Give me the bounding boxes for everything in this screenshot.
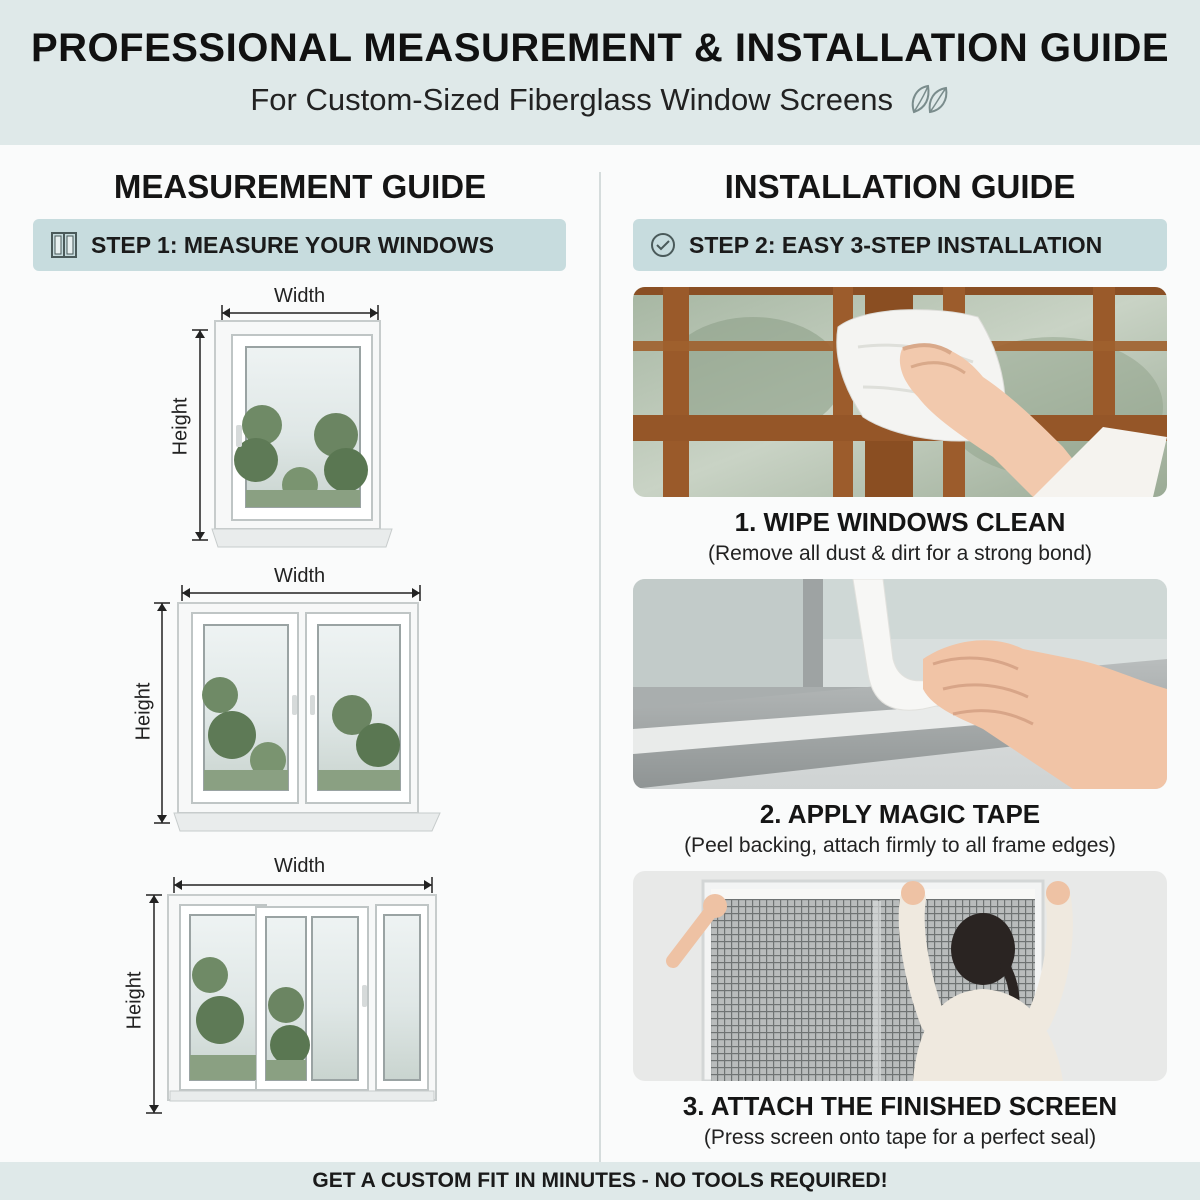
leaf-icon	[908, 82, 950, 116]
step-3-subtitle: (Press screen onto tape for a perfect seal)	[703, 1126, 1097, 1149]
attach-screen-image	[633, 871, 1167, 1081]
step2-banner	[633, 219, 1167, 271]
apply-tape-photo	[633, 579, 1167, 789]
window-icon	[49, 230, 79, 260]
footer-banner	[0, 1162, 1200, 1200]
height-label-2: Height	[132, 682, 155, 741]
width-label-1: Width	[274, 285, 326, 307]
window-diagram-single	[160, 285, 400, 555]
height-label-1: Height	[169, 397, 192, 456]
window-diagram-double	[120, 565, 450, 840]
step1-label: STEP 1: MEASURE YOUR WINDOWS	[91, 231, 494, 258]
width-label-3: Width	[274, 855, 326, 877]
height-label-3: Height	[123, 971, 146, 1030]
page-subtitle	[0, 82, 1200, 118]
step-3-title: 3. ATTACH THE FINISHED SCREEN	[682, 1091, 1118, 1121]
step2-label: STEP 2: EASY 3-STEP INSTALLATION	[689, 231, 1103, 258]
wipe-window-photo	[633, 287, 1167, 497]
header-banner	[0, 0, 1200, 145]
step-2-subtitle: (Peel backing, attach firmly to all frame edges)	[684, 834, 1116, 857]
column-divider	[599, 172, 601, 1162]
double-window-illustration	[120, 565, 450, 840]
page-title: PROFESSIONAL MEASUREMENT & INSTALLATION GUIDE	[30, 26, 1170, 70]
width-label-2: Width	[274, 565, 326, 587]
single-window-illustration	[160, 285, 400, 555]
wipe-window-image	[633, 287, 1167, 497]
window-diagram-sliding	[110, 855, 450, 1125]
sliding-window-illustration	[110, 855, 450, 1125]
footer-text: GET A CUSTOM FIT IN MINUTES - NO TOOLS REQUIRED!	[312, 1169, 888, 1192]
step-1-title: 1. WIPE WINDOWS CLEAN	[734, 507, 1066, 537]
step1-banner	[33, 219, 566, 271]
installation-heading: INSTALLATION GUIDE	[724, 168, 1076, 205]
measurement-heading: MEASUREMENT GUIDE	[113, 168, 487, 205]
step-2-title: 2. APPLY MAGIC TAPE	[759, 799, 1041, 829]
step-1-subtitle: (Remove all dust & dirt for a strong bond)	[707, 542, 1092, 565]
check-circle-icon	[649, 231, 677, 259]
apply-tape-image	[633, 579, 1167, 789]
attach-screen-photo	[633, 871, 1167, 1081]
subtitle-text: For Custom-Sized Fiberglass Window Screens	[250, 82, 893, 117]
